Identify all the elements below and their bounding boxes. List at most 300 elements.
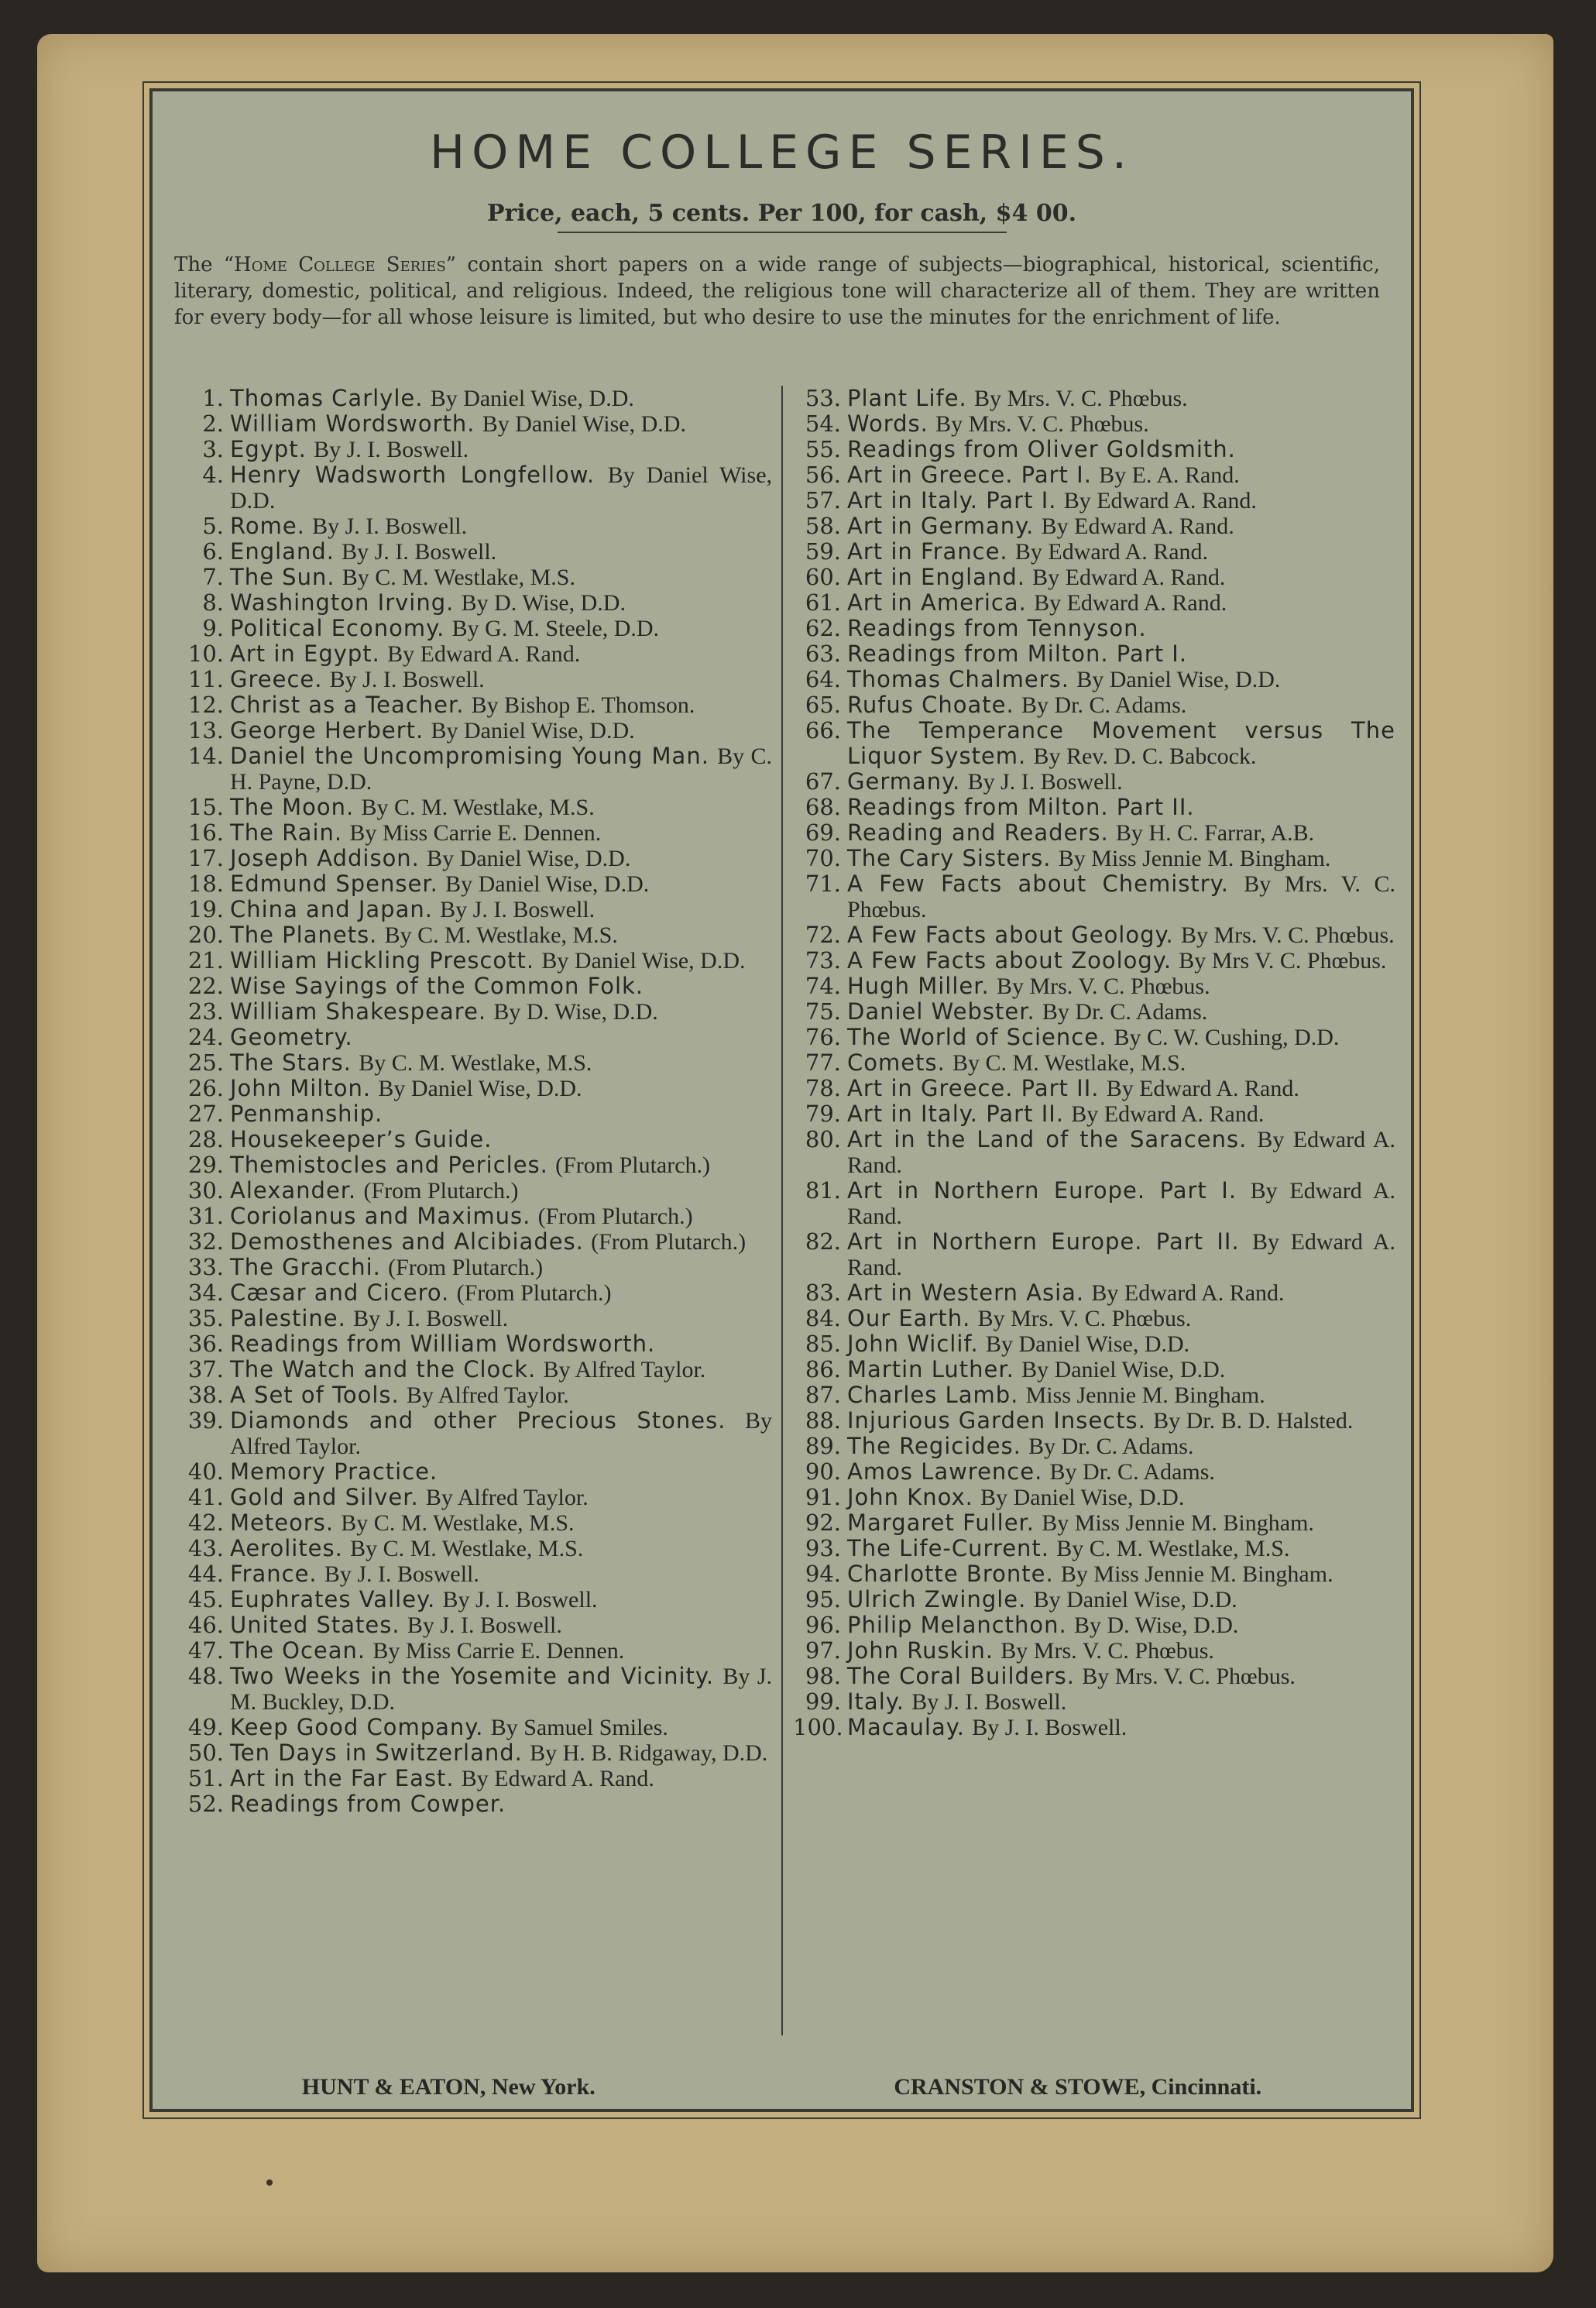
item-author: By Miss Jennie M. Bingham. (1042, 1510, 1314, 1536)
item-author: By D. Wise, D.D. (493, 999, 658, 1025)
item-number: 29. (187, 1152, 224, 1178)
item-text (230, 718, 772, 744)
item-title: Art in Western Asia. (847, 1279, 1085, 1306)
item-title: Christ as a Teacher. (230, 692, 465, 718)
list-item (176, 948, 772, 974)
item-number: 26. (187, 1075, 224, 1101)
item-author: By Miss Jennie M. Bingham. (1058, 846, 1331, 871)
list-item (793, 871, 1395, 922)
item-number: 88. (805, 1407, 841, 1434)
item-text (230, 1459, 772, 1485)
item-text (230, 462, 772, 513)
item-text (230, 1076, 772, 1101)
item-text (847, 641, 1395, 667)
item-text (847, 1280, 1395, 1306)
item-author: By Edward A. Rand. (1041, 513, 1234, 539)
list-item (176, 1076, 772, 1101)
item-number: 85. (805, 1331, 841, 1357)
item-title: Art in England. (847, 564, 1025, 590)
item-text (230, 1715, 772, 1740)
list-item (176, 1664, 772, 1715)
item-number: 86. (805, 1356, 841, 1382)
list-item (176, 1229, 772, 1255)
item-text (230, 1382, 772, 1408)
item-title: The Watch and the Clock. (230, 1356, 537, 1382)
list-item (176, 1561, 772, 1587)
item-number: 59. (805, 538, 841, 565)
item-title: Themistocles and Pericles. (230, 1152, 548, 1178)
item-author: By C. M. Westlake, M.S. (342, 565, 575, 590)
item-text (230, 692, 772, 718)
item-number: 33. (187, 1254, 224, 1280)
item-author: By Daniel Wise, D.D. (1076, 667, 1281, 692)
list-item (176, 565, 772, 590)
item-text (847, 1357, 1395, 1382)
item-number: 90. (805, 1458, 841, 1485)
publisher-imprint (153, 2074, 1411, 2100)
item-author: By Miss Jennie M. Bingham. (1060, 1561, 1333, 1587)
item-author: By J. I. Boswell. (353, 1306, 509, 1331)
item-text (847, 1587, 1395, 1613)
item-title: The World of Science. (847, 1024, 1107, 1050)
item-author: By Edward A. Rand. (1071, 1101, 1265, 1127)
item-number: 45. (187, 1586, 224, 1613)
item-title: Edmund Spenser. (230, 871, 438, 897)
item-text (847, 1485, 1395, 1510)
item-text (230, 1357, 772, 1382)
item-number: 35. (187, 1305, 224, 1331)
item-title: Penmanship. (230, 1101, 383, 1127)
item-number: 9. (202, 615, 224, 641)
item-text (230, 539, 772, 565)
list-item (176, 795, 772, 820)
list-item (176, 1485, 772, 1510)
item-title: The Gracchi. (230, 1254, 381, 1280)
item-title: A Set of Tools. (230, 1382, 400, 1408)
item-text (847, 1127, 1395, 1178)
item-title: Charlotte Bronte. (847, 1561, 1054, 1587)
list-item (793, 590, 1395, 616)
item-title: Art in America. (847, 589, 1027, 616)
list-item (793, 1408, 1395, 1434)
item-author: By Edward A. Rand. (847, 1178, 1396, 1229)
item-title: Housekeeper’s Guide. (230, 1126, 493, 1152)
item-number: 20. (187, 922, 224, 948)
item-title: Henry Wadsworth Longfellow. (230, 462, 595, 488)
item-author: By Alfred Taylor. (543, 1357, 706, 1382)
item-text (847, 692, 1395, 718)
item-title: Joseph Addison. (230, 845, 420, 871)
list-item (176, 462, 772, 513)
item-author: By Dr. C. Adams. (1021, 692, 1187, 718)
intro-after: ” contain short papers on a wide range of subjects—biographical, historical, scientific, literary, domestic, political, and religious. Indeed, the religious tone will characterize all of them. They are written for every body—for all whose leisure is limited, but who desire to use the minutes for the enrichment of life. (174, 253, 1380, 329)
list-item (793, 718, 1395, 769)
list-item (793, 1331, 1395, 1357)
item-text (847, 590, 1395, 616)
list-item (793, 846, 1395, 871)
list-item (176, 1331, 772, 1357)
item-title: Our Earth. (847, 1305, 971, 1331)
item-author: By Dr. C. Adams. (1028, 1434, 1194, 1459)
item-title: Palestine. (230, 1305, 346, 1331)
item-number: 73. (805, 947, 841, 974)
item-title: A Few Facts about Geology. (847, 922, 1174, 948)
item-author: By J. I. Boswell. (442, 1587, 598, 1613)
item-title: The Life-Current. (847, 1535, 1050, 1561)
list-item (793, 974, 1395, 999)
list-item (176, 1255, 772, 1280)
item-text (847, 1178, 1395, 1229)
item-author: By C. M. Westlake, M.S. (952, 1050, 1186, 1076)
item-title: England. (230, 538, 335, 565)
item-author: By Mrs. V. C. Phœbus. (974, 386, 1188, 411)
list-item (793, 616, 1395, 641)
list-item (793, 1561, 1395, 1587)
item-author: By C. H. Payne, D.D. (230, 744, 772, 795)
item-title: Readings from Milton. Part II. (847, 794, 1195, 820)
item-title: Gold and Silver. (230, 1484, 419, 1510)
item-title: Diamonds and other Precious Stones. (230, 1407, 726, 1434)
list-item (176, 641, 772, 667)
item-author: By Daniel Wise, D.D. (482, 411, 686, 437)
item-number: 30. (187, 1177, 224, 1204)
item-number: 92. (805, 1509, 841, 1536)
list-item (793, 1025, 1395, 1050)
item-text (230, 1766, 772, 1791)
item-number: 68. (805, 794, 841, 820)
item-author: By Rev. D. C. Babcock. (1033, 744, 1257, 769)
list-item (793, 1638, 1395, 1664)
item-text (847, 846, 1395, 871)
item-title: William Shakespeare. (230, 998, 487, 1025)
list-item (793, 565, 1395, 590)
title-list (176, 386, 1395, 2035)
item-text (230, 744, 772, 795)
item-number: 41. (187, 1484, 224, 1510)
item-title: Art in Germany. (847, 513, 1035, 539)
item-number: 27. (187, 1101, 224, 1127)
item-author: By Daniel Wise, D.D. (430, 386, 634, 411)
list-item (793, 1510, 1395, 1536)
item-text (847, 513, 1395, 539)
item-author: By J. I. Boswell. (967, 769, 1123, 795)
list-item (176, 1178, 772, 1204)
item-title: Two Weeks in the Yosemite and Vicinity. (230, 1663, 715, 1689)
item-title: Macaulay. (847, 1714, 965, 1740)
item-title: Washington Irving. (230, 589, 455, 616)
list-item (176, 974, 772, 999)
item-number: 55. (805, 436, 841, 462)
list-item (793, 999, 1395, 1025)
list-item (793, 1587, 1395, 1613)
item-text (230, 590, 772, 616)
item-title: Art in Greece. Part II. (847, 1075, 1100, 1101)
list-item (176, 616, 772, 641)
item-author: By Daniel Wise, D.D. (431, 718, 635, 744)
list-item (176, 1280, 772, 1306)
item-number: 57. (805, 487, 841, 513)
item-text (847, 1536, 1395, 1561)
list-item (793, 1127, 1395, 1178)
list-item (176, 1357, 772, 1382)
item-title: Readings from Cowper. (230, 1791, 506, 1817)
list-item (793, 539, 1395, 565)
item-title: Art in the Land of the Saracens. (847, 1126, 1248, 1152)
list-item (793, 922, 1395, 948)
item-text (847, 1689, 1395, 1715)
item-title: Philip Melancthon. (847, 1612, 1067, 1638)
item-title: Rufus Choate. (847, 692, 1014, 718)
item-title: Art in France. (847, 538, 1008, 565)
item-author: By J. I. Boswell. (329, 667, 485, 692)
item-number: 10. (187, 641, 224, 667)
item-text (230, 565, 772, 590)
item-number: 61. (805, 589, 841, 616)
list-item (176, 922, 772, 948)
item-number: 24. (187, 1024, 224, 1050)
item-number: 46. (187, 1612, 224, 1638)
list-item (793, 411, 1395, 437)
list-item (793, 1050, 1395, 1076)
item-number: 39. (187, 1407, 224, 1434)
item-number: 18. (187, 871, 224, 897)
item-number: 43. (187, 1535, 224, 1561)
left-column (176, 386, 772, 1817)
item-title: Readings from William Wordsworth. (230, 1331, 656, 1357)
item-author: By Mrs. V. C. Phœbus. (1180, 922, 1395, 948)
item-author: By Samuel Smiles. (490, 1715, 668, 1740)
list-item (793, 948, 1395, 974)
item-number: 69. (805, 819, 841, 846)
item-title: Readings from Milton. Part I. (847, 641, 1188, 667)
item-text (230, 1740, 772, 1766)
list-item (176, 897, 772, 922)
list-item (793, 488, 1395, 513)
item-title: Ulrich Zwingle. (847, 1586, 1027, 1613)
item-author: By Edward A. Rand. (1034, 590, 1227, 616)
item-number: 97. (805, 1637, 841, 1664)
item-title: Art in Greece. Part I. (847, 462, 1092, 488)
item-title: Martin Luther. (847, 1356, 1014, 1382)
item-title: Comets. (847, 1049, 946, 1076)
item-number: 66. (805, 717, 841, 744)
item-title: Charles Lamb. (847, 1382, 1019, 1408)
list-item (176, 1101, 772, 1127)
item-title: Daniel the Uncompromising Young Man. (230, 743, 709, 769)
item-text (230, 1280, 772, 1306)
item-number: 98. (805, 1663, 841, 1689)
item-author: By G. M. Steele, D.D. (451, 616, 660, 641)
item-number: 51. (187, 1765, 224, 1791)
item-text (847, 1613, 1395, 1638)
item-text (847, 539, 1395, 565)
ink-speck (266, 2179, 273, 2186)
item-number: 63. (805, 641, 841, 667)
item-title: John Milton. (230, 1075, 372, 1101)
list-item (793, 1485, 1395, 1510)
list-item (176, 744, 772, 795)
list-item (176, 1382, 772, 1408)
right-column (793, 386, 1395, 1740)
item-author: By Mrs. V. C. Phœbus. (977, 1306, 1192, 1331)
item-number: 38. (187, 1382, 224, 1408)
item-text (230, 1791, 772, 1817)
item-author: By Miss Carrie E. Dennen. (349, 820, 602, 846)
item-text (230, 999, 772, 1025)
item-author: By Daniel Wise, D.D. (378, 1076, 582, 1101)
item-author: By H. C. Farrar, A.B. (1115, 820, 1315, 846)
item-number: 17. (187, 845, 224, 871)
item-title: Art in Egypt. (230, 641, 380, 667)
item-number: 71. (805, 871, 841, 897)
item-author: By Dr. B. D. Halsted. (1153, 1408, 1354, 1434)
item-title: Hugh Miller. (847, 973, 990, 999)
item-text (230, 386, 772, 411)
item-author: By Daniel Wise, D.D. (541, 948, 746, 974)
list-item (176, 1791, 772, 1817)
item-author: By Edward A. Rand. (387, 641, 581, 667)
item-text (847, 1050, 1395, 1076)
item-title: Egypt. (230, 436, 307, 462)
item-text (230, 1127, 772, 1152)
item-author: By Edward A. Rand. (847, 1127, 1395, 1178)
item-text (230, 1204, 772, 1229)
item-text (847, 922, 1395, 948)
item-author: By Dr. C. Adams. (1042, 999, 1208, 1025)
item-number: 93. (805, 1535, 841, 1561)
item-number: 49. (187, 1714, 224, 1740)
item-text (847, 1306, 1395, 1331)
item-author: By Alfred Taylor. (425, 1485, 589, 1510)
item-text (230, 411, 772, 437)
advertisement-frame (149, 88, 1414, 2112)
item-author: By Mrs. V. C. Phœbus. (996, 974, 1210, 999)
list-item (793, 1357, 1395, 1382)
item-author: By D. Wise, D.D. (461, 590, 626, 616)
item-number: 67. (805, 768, 841, 795)
list-item (793, 513, 1395, 539)
item-title: Euphrates Valley. (230, 1586, 436, 1613)
item-author: By Daniel Wise, D.D. (427, 846, 631, 871)
item-title: United States. (230, 1612, 400, 1638)
item-number: 2. (202, 410, 224, 437)
list-item (176, 999, 772, 1025)
list-item (176, 1152, 772, 1178)
item-text (847, 386, 1395, 411)
item-number: 37. (187, 1356, 224, 1382)
item-number: 1. (202, 385, 224, 411)
item-text (847, 437, 1395, 462)
list-right (793, 386, 1395, 1740)
item-title: The Rain. (230, 819, 343, 846)
list-item (176, 411, 772, 437)
item-author: (From Plutarch.) (555, 1152, 711, 1178)
item-title: William Hickling Prescott. (230, 947, 535, 974)
item-text (230, 820, 772, 846)
item-number: 65. (805, 692, 841, 718)
list-item (176, 1638, 772, 1664)
item-title: Injurious Garden Insects. (847, 1407, 1146, 1434)
item-text (230, 1638, 772, 1664)
list-item (176, 1025, 772, 1050)
item-author: By J. I. Boswell. (440, 897, 595, 922)
item-number: 8. (202, 589, 224, 616)
list-item (793, 1101, 1395, 1127)
list-item (176, 1766, 772, 1791)
list-item (793, 1459, 1395, 1485)
item-title: Cæsar and Cicero. (230, 1279, 450, 1306)
item-author: By C. M. Westlake, M.S. (1056, 1536, 1290, 1561)
item-author: By J. I. Boswell. (312, 513, 468, 539)
list-item (176, 692, 772, 718)
item-number: 91. (805, 1484, 841, 1510)
item-number: 31. (187, 1203, 224, 1229)
item-text (230, 1408, 772, 1459)
item-author: By Mrs V. C. Phœbus. (1179, 948, 1387, 974)
item-text (230, 1536, 772, 1561)
item-number: 16. (187, 819, 224, 846)
item-author: By Dr. C. Adams. (1049, 1459, 1215, 1485)
item-number: 82. (805, 1228, 841, 1255)
item-title: Readings from Tennyson. (847, 615, 1147, 641)
item-text (847, 871, 1395, 922)
item-text (847, 1664, 1395, 1689)
item-author: By Daniel Wise, D.D. (980, 1485, 1185, 1510)
item-text (847, 667, 1395, 692)
item-author: (From Plutarch.) (363, 1178, 519, 1204)
item-text (847, 1076, 1395, 1101)
item-text (230, 1178, 772, 1204)
item-number: 34. (187, 1279, 224, 1306)
item-author: By C. M. Westlake, M.S. (361, 795, 595, 820)
item-title: Art in Northern Europe. Part II. (847, 1228, 1240, 1255)
item-author: By J. I. Boswell. (342, 539, 497, 565)
list-item (176, 871, 772, 897)
list-item (176, 846, 772, 871)
item-number: 48. (187, 1663, 224, 1689)
item-number: 15. (187, 794, 224, 820)
column-divider (781, 386, 783, 2035)
item-title: John Knox. (847, 1484, 973, 1510)
item-title: Aerolites. (230, 1535, 343, 1561)
item-author: Miss Jennie M. Bingham. (1025, 1382, 1265, 1408)
list-item (176, 437, 772, 462)
item-text (230, 513, 772, 539)
list-item (793, 1076, 1395, 1101)
list-item (176, 1740, 772, 1766)
item-text (230, 897, 772, 922)
item-number: 13. (187, 717, 224, 744)
item-author: By J. I. Boswell. (972, 1715, 1127, 1740)
item-title: Memory Practice. (230, 1458, 438, 1485)
item-author: By Mrs. V. C. Phœbus. (935, 411, 1149, 437)
item-number: 4. (202, 462, 224, 488)
list-item (176, 1459, 772, 1485)
item-number: 83. (805, 1279, 841, 1306)
item-author: By Alfred Taylor. (406, 1382, 569, 1408)
item-author: By Daniel Wise, D.D. (230, 462, 773, 513)
list-item (176, 1587, 772, 1613)
item-text (230, 1510, 772, 1536)
item-text (230, 922, 772, 948)
item-number: 54. (805, 410, 841, 437)
item-text (847, 1434, 1395, 1459)
item-title: The Cary Sisters. (847, 845, 1052, 871)
item-text (230, 1050, 772, 1076)
item-number: 95. (805, 1586, 841, 1613)
item-title: Political Economy. (230, 615, 445, 641)
item-number: 7. (202, 564, 224, 590)
